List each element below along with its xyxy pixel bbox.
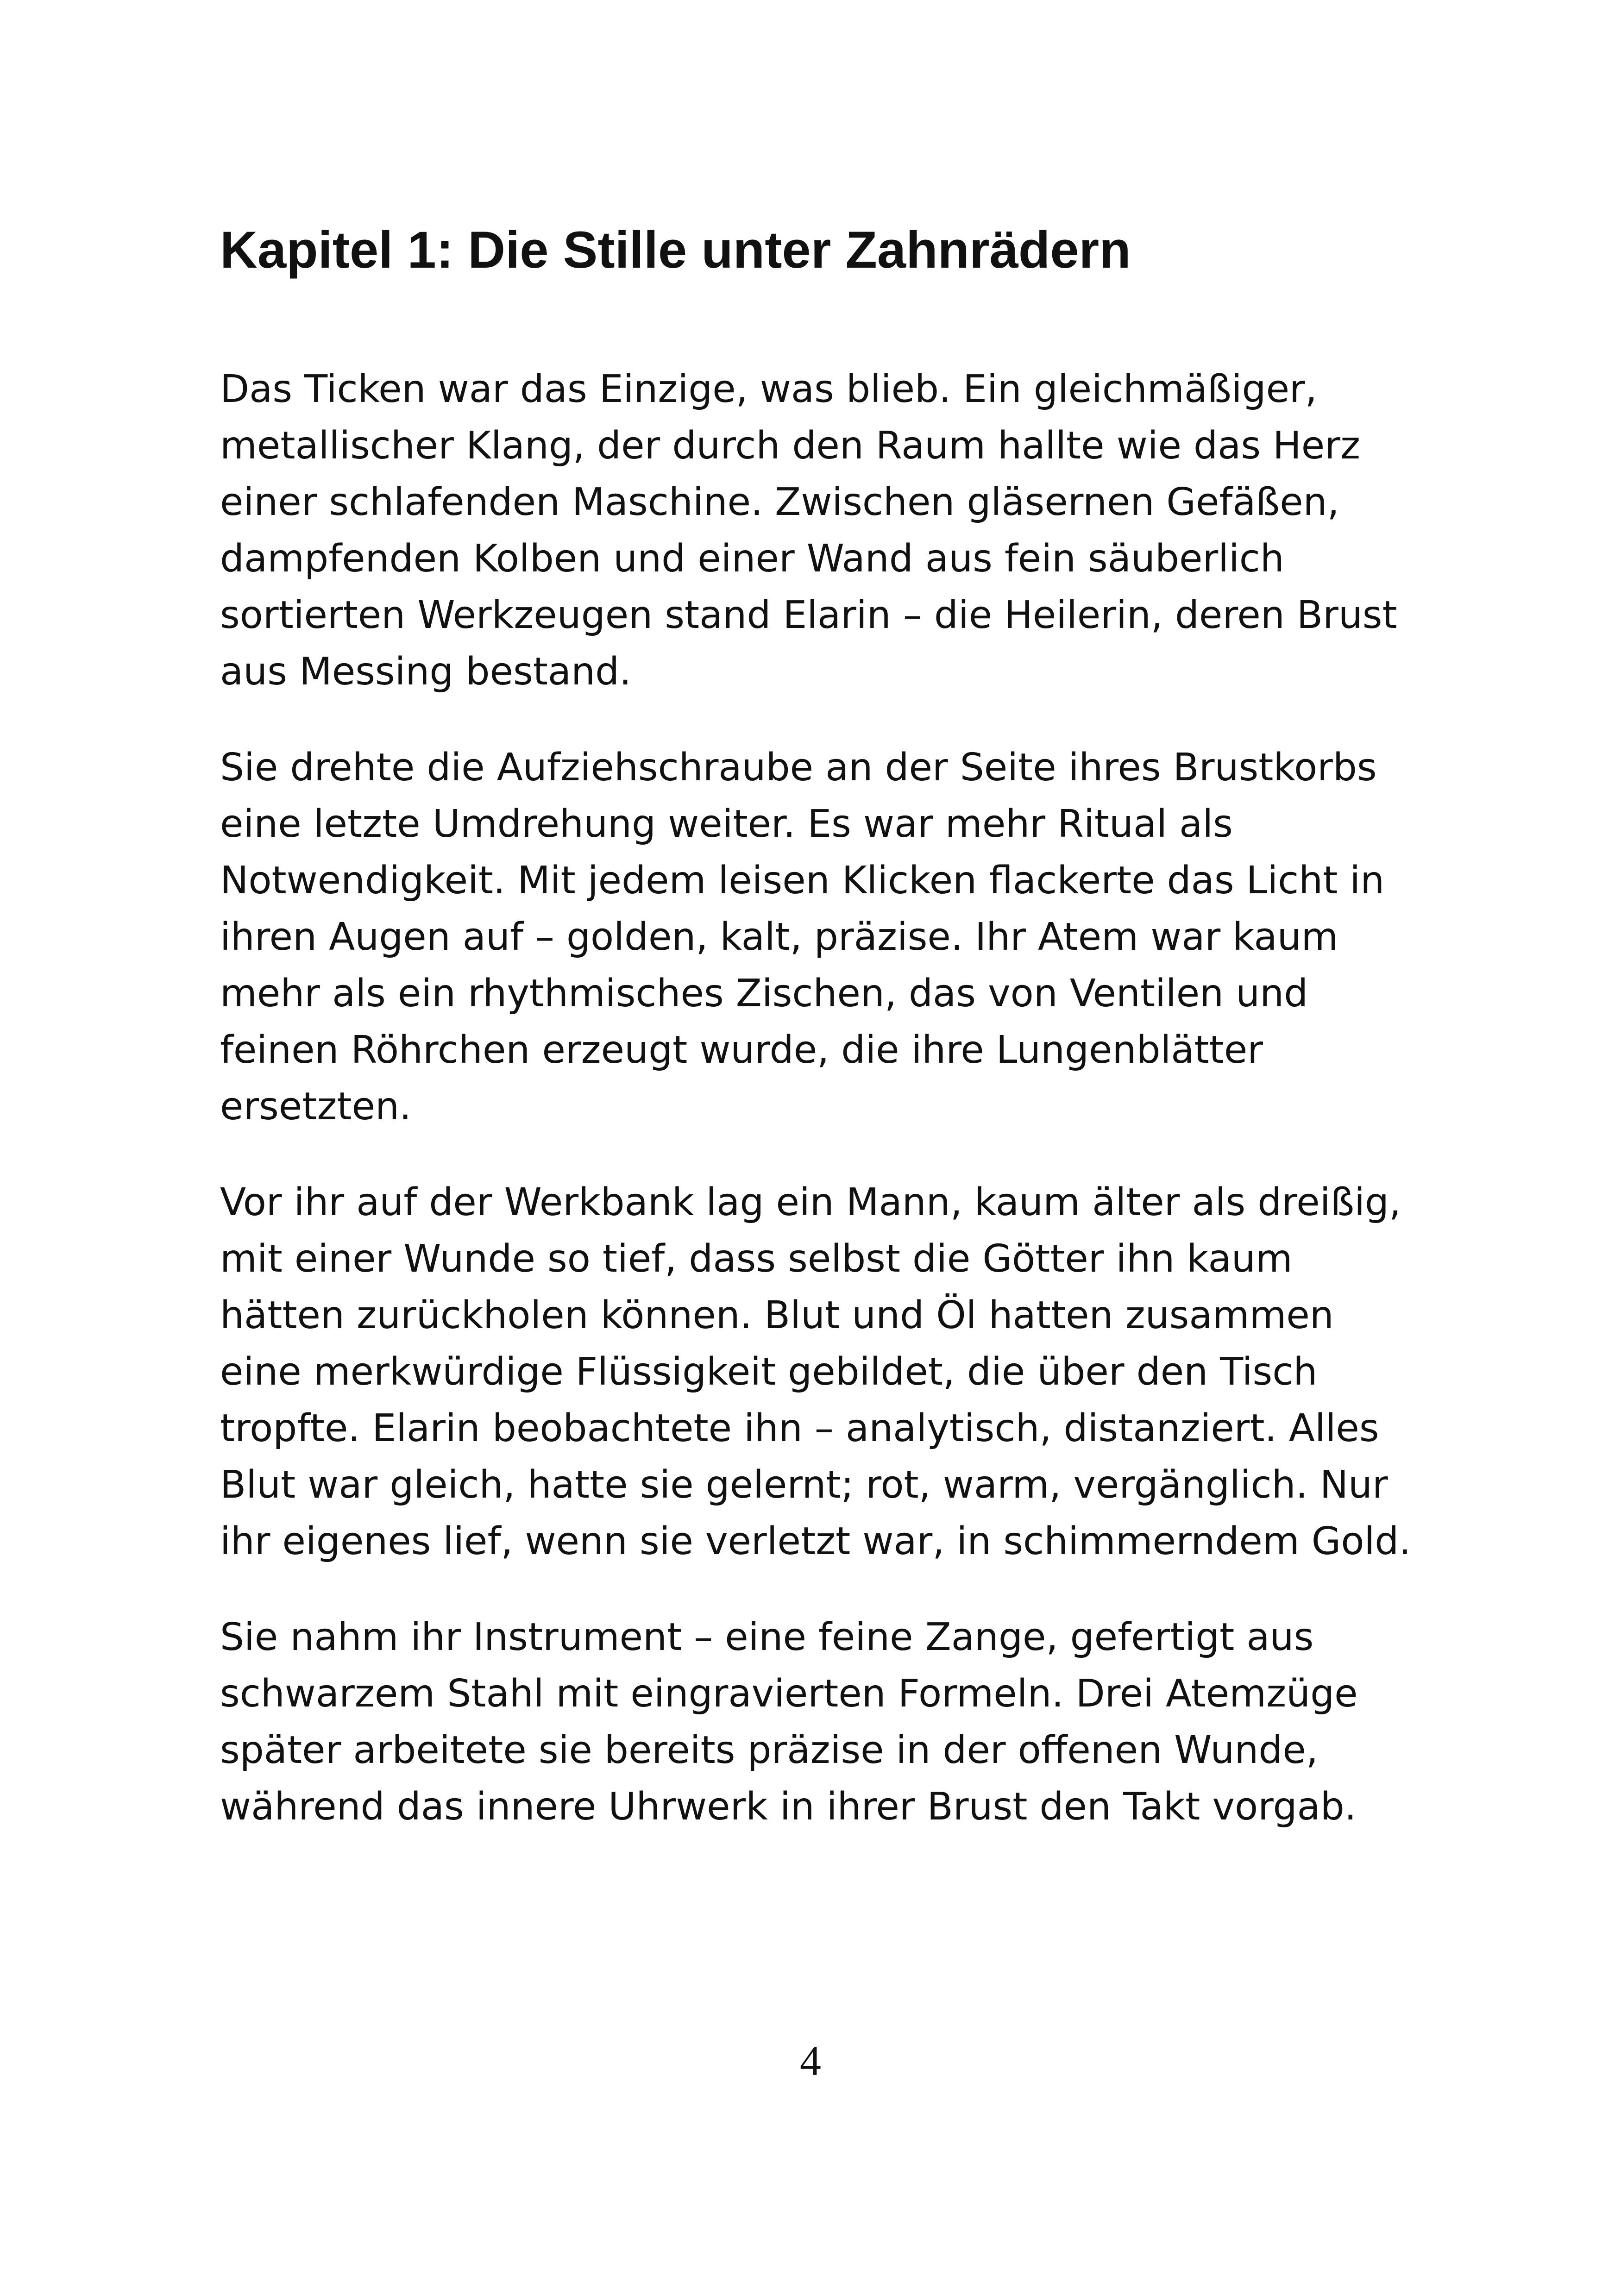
text-line: aus Messing bestand. [220, 650, 632, 694]
text-line: hätten zurückholen können. Blut und Öl hatten zusammen [220, 1293, 1334, 1337]
paragraph [220, 361, 1406, 700]
text-line: Blut war gleich, hatte sie gelernt; rot, warm, vergänglich. Nur [220, 1463, 1388, 1507]
text-line: Notwendigkeit. Mit jedem leisen Klicken flackerte das Licht in [220, 859, 1385, 903]
chapter-title: Kapitel 1: Die Stille unter Zahnrädern [220, 221, 1131, 279]
text-line: sortierten Werkzeugen stand Elarin – die Heilerin, deren Brust [220, 593, 1397, 637]
paragraph [220, 740, 1406, 1135]
text-line: feinen Röhrchen erzeugt wurde, die ihre Lungenblätter [220, 1028, 1263, 1072]
text-line: schwarzem Stahl mit eingravierten Formeln. Drei Atemzüge [220, 1672, 1358, 1716]
text-line: ersetzten. [220, 1085, 412, 1129]
text-line: mehr als ein rhythmisches Zischen, das von Ventilen und [220, 972, 1308, 1016]
chapter-body [220, 361, 1411, 1875]
paragraph [220, 1609, 1406, 1835]
text-line: eine letzte Umdrehung weiter. Es war mehr Ritual als [220, 802, 1233, 846]
text-line: ihren Augen auf – golden, kalt, präzise. Ihr Atem war kaum [220, 915, 1338, 959]
text-line: eine merkwürdige Flüssigkeit gebildet, die über den Tisch [220, 1350, 1318, 1394]
text-line: ihr eigenes lief, wenn sie verletzt war, in schimmerndem Gold. [220, 1519, 1411, 1563]
text-line: später arbeitete sie bereits präzise in der offenen Wunde, [220, 1728, 1318, 1772]
text-line: während das innere Uhrwerk in ihrer Brust den Takt vorgab. [220, 1785, 1357, 1829]
text-line: Sie nahm ihr Instrument – eine feine Zange, gefertigt aus [220, 1615, 1314, 1659]
text-line: mit einer Wunde so tief, dass selbst die Götter ihn kaum [220, 1237, 1293, 1281]
page-number: 4 [800, 2037, 821, 2084]
paragraph [220, 1174, 1411, 1570]
text-line: dampfenden Kolben und einer Wand aus fein säuberlich [220, 537, 1284, 581]
text-line: einer schlafenden Maschine. Zwischen gläsernen Gefäßen, [220, 480, 1339, 524]
text-line: Sie drehte die Aufziehschraube an der Seite ihres Brustkorbs [220, 746, 1377, 790]
text-line: tropfte. Elarin beobachtete ihn – analytisch, distanziert. Alles [220, 1406, 1379, 1450]
text-line: Vor ihr auf der Werkbank lag ein Mann, kaum älter als dreißig, [220, 1180, 1401, 1224]
text-line: Das Ticken war das Einzige, was blieb. Ein gleichmäßiger, [220, 367, 1317, 411]
text-line: metallischer Klang, der durch den Raum hallte wie das Herz [220, 424, 1361, 468]
